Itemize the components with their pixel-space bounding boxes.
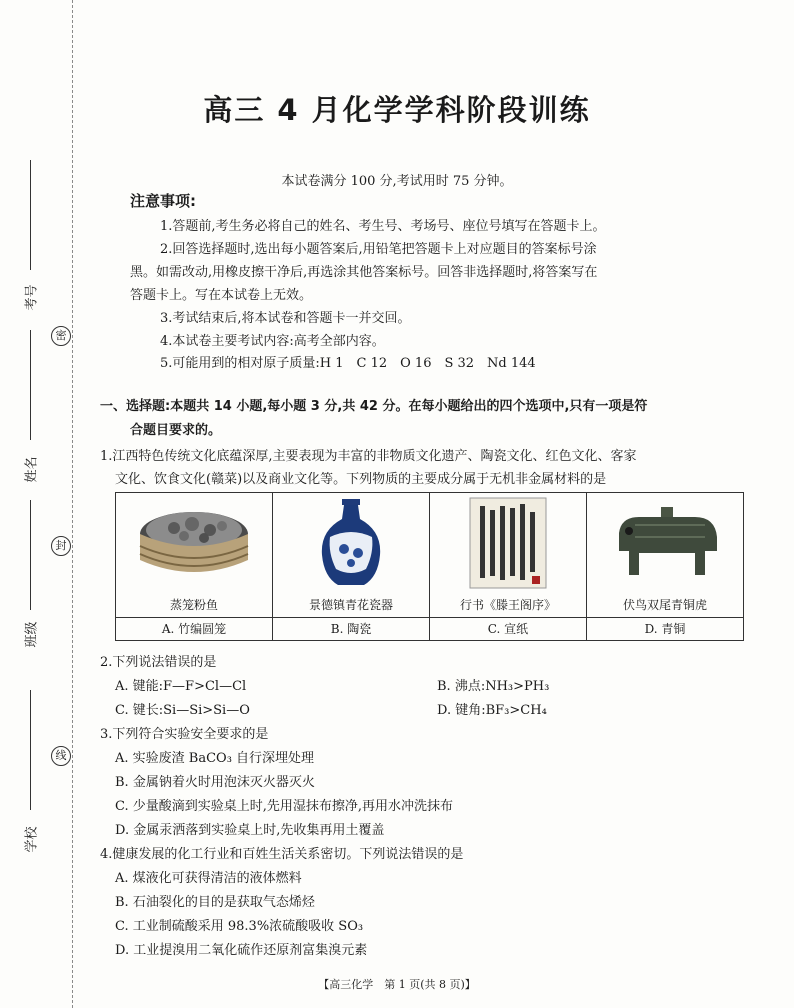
q3-stem: 3.下列符合实验安全要求的是 (100, 727, 269, 742)
q4-option-b: B. 石油裂化的目的是获取气态烯烃 (115, 895, 315, 910)
notice-item-3: 3.考试结束后,将本试卷和答题卡一并交回。 (160, 311, 411, 326)
notice-item-2c: 答题卡上。写在本试卷上无效。 (130, 288, 313, 303)
porcelain-vase-icon (273, 493, 429, 593)
q1-stem-cont: 文化、饮食文化(赣菜)以及商业文化等。下列物质的主要成分属于无机非金属材料的是 (115, 472, 607, 487)
notice-item-2: 2.回答选择题时,选出每小题答案后,用铅笔把答题卡上对应题目的答案标号涂 (160, 242, 597, 257)
subtitle: 本试卷满分 100 分,考试用时 75 分钟。 (281, 174, 513, 189)
q1-caption-d: 伏鸟双尾青铜虎 (622, 598, 707, 612)
page-footer: 【高三化学 第 1 页(共 8 页)】 (318, 978, 476, 991)
bronze-tiger-icon (587, 493, 743, 593)
q4-option-d: D. 工业提溴用二氧化硫作还原剂富集溴元素 (115, 943, 368, 958)
q3-option-a: A. 实验废渣 BaCO₃ 自行深埋处理 (115, 751, 315, 766)
q1-option-a: A. 竹编圆笼 (116, 618, 273, 641)
school-label: 学校 (24, 826, 40, 853)
q2-option-b: B. 沸点:NH₃>PH₃ (437, 679, 550, 694)
q1-cell-c (430, 493, 587, 618)
notice-item-4: 4.本试卷主要考试内容:高考全部内容。 (160, 334, 385, 349)
calligraphy-scroll-icon (430, 493, 586, 593)
school-line (30, 690, 31, 810)
class-label: 班级 (24, 621, 40, 648)
section-heading: 一、选择题:本题共 14 小题,每小题 3 分,共 42 分。在每小题给出的四个选项中,只有一项是符 (100, 399, 648, 414)
q1-option-b: B. 陶瓷 (273, 618, 430, 641)
exam-number-label: 考号 (24, 284, 40, 311)
q3-option-d: D. 金属汞洒落到实验桌上时,先收集再用土覆盖 (115, 823, 385, 838)
seal-mark-mi: 密 (51, 326, 71, 346)
name-label: 姓名 (24, 456, 40, 483)
page-title: 高三 4 月化学学科阶段训练 (203, 93, 591, 127)
q4-option-c: C. 工业制硫酸采用 98.3%浓硫酸吸收 SO₃ (115, 919, 364, 934)
notice-item-2b: 黑。如需改动,用橡皮擦干净后,再选涂其他答案标号。回答非选择题时,将答案写在 (130, 265, 598, 280)
seal-mark-xian: 线 (51, 746, 71, 766)
notice-item-5: 5.可能用到的相对原子质量:H 1 C 12 O 16 S 32 Nd 144 (160, 356, 536, 371)
q2-option-d: D. 键角:BF₃>CH₄ (437, 703, 547, 718)
q1-cell-a (116, 493, 273, 618)
q4-stem: 4.健康发展的化工行业和百姓生活关系密切。下列说法错误的是 (100, 847, 464, 862)
q1-stem: 1.江西特色传统文化底蕴深厚,主要表现为丰富的非物质文化遗产、陶瓷文化、红色文化、客家 (100, 449, 637, 464)
seal-mark-feng: 封 (51, 536, 71, 556)
q1-cell-b (273, 493, 430, 618)
q2-stem: 2.下列说法错误的是 (100, 655, 217, 670)
fold-line (72, 0, 73, 1008)
q1-cell-d (587, 493, 744, 618)
q3-option-b: B. 金属钠着火时用泡沫灭火器灭火 (115, 775, 315, 790)
notice-item-1: 1.答题前,考生务必将自己的姓名、考生号、考场号、座位号填写在答题卡上。 (160, 219, 606, 234)
q3-option-c: C. 少量酸滴到实验桌上时,先用湿抹布擦净,再用水冲洗抹布 (115, 799, 454, 814)
class-line (30, 500, 31, 610)
name-line (30, 330, 31, 440)
notice-heading: 注意事项: (130, 192, 196, 210)
steamer-basket-icon (116, 493, 272, 593)
q1-caption-c: 行书《滕王阁序》 (459, 598, 556, 612)
section-heading-cont: 合题目要求的。 (130, 423, 222, 438)
q2-option-a: A. 键能:F—F>Cl—Cl (115, 679, 247, 694)
q1-caption-b: 景德镇青花瓷器 (308, 598, 393, 612)
q4-option-a: A. 煤液化可获得清洁的液体燃料 (115, 871, 302, 886)
q1-option-c: C. 宣纸 (430, 618, 587, 641)
q1-caption-a: 蒸笼粉鱼 (169, 598, 218, 612)
q2-option-c: C. 键长:Si—Si>Si—O (115, 703, 250, 718)
q1-option-d: D. 青铜 (587, 618, 744, 641)
q1-image-table (115, 492, 744, 641)
